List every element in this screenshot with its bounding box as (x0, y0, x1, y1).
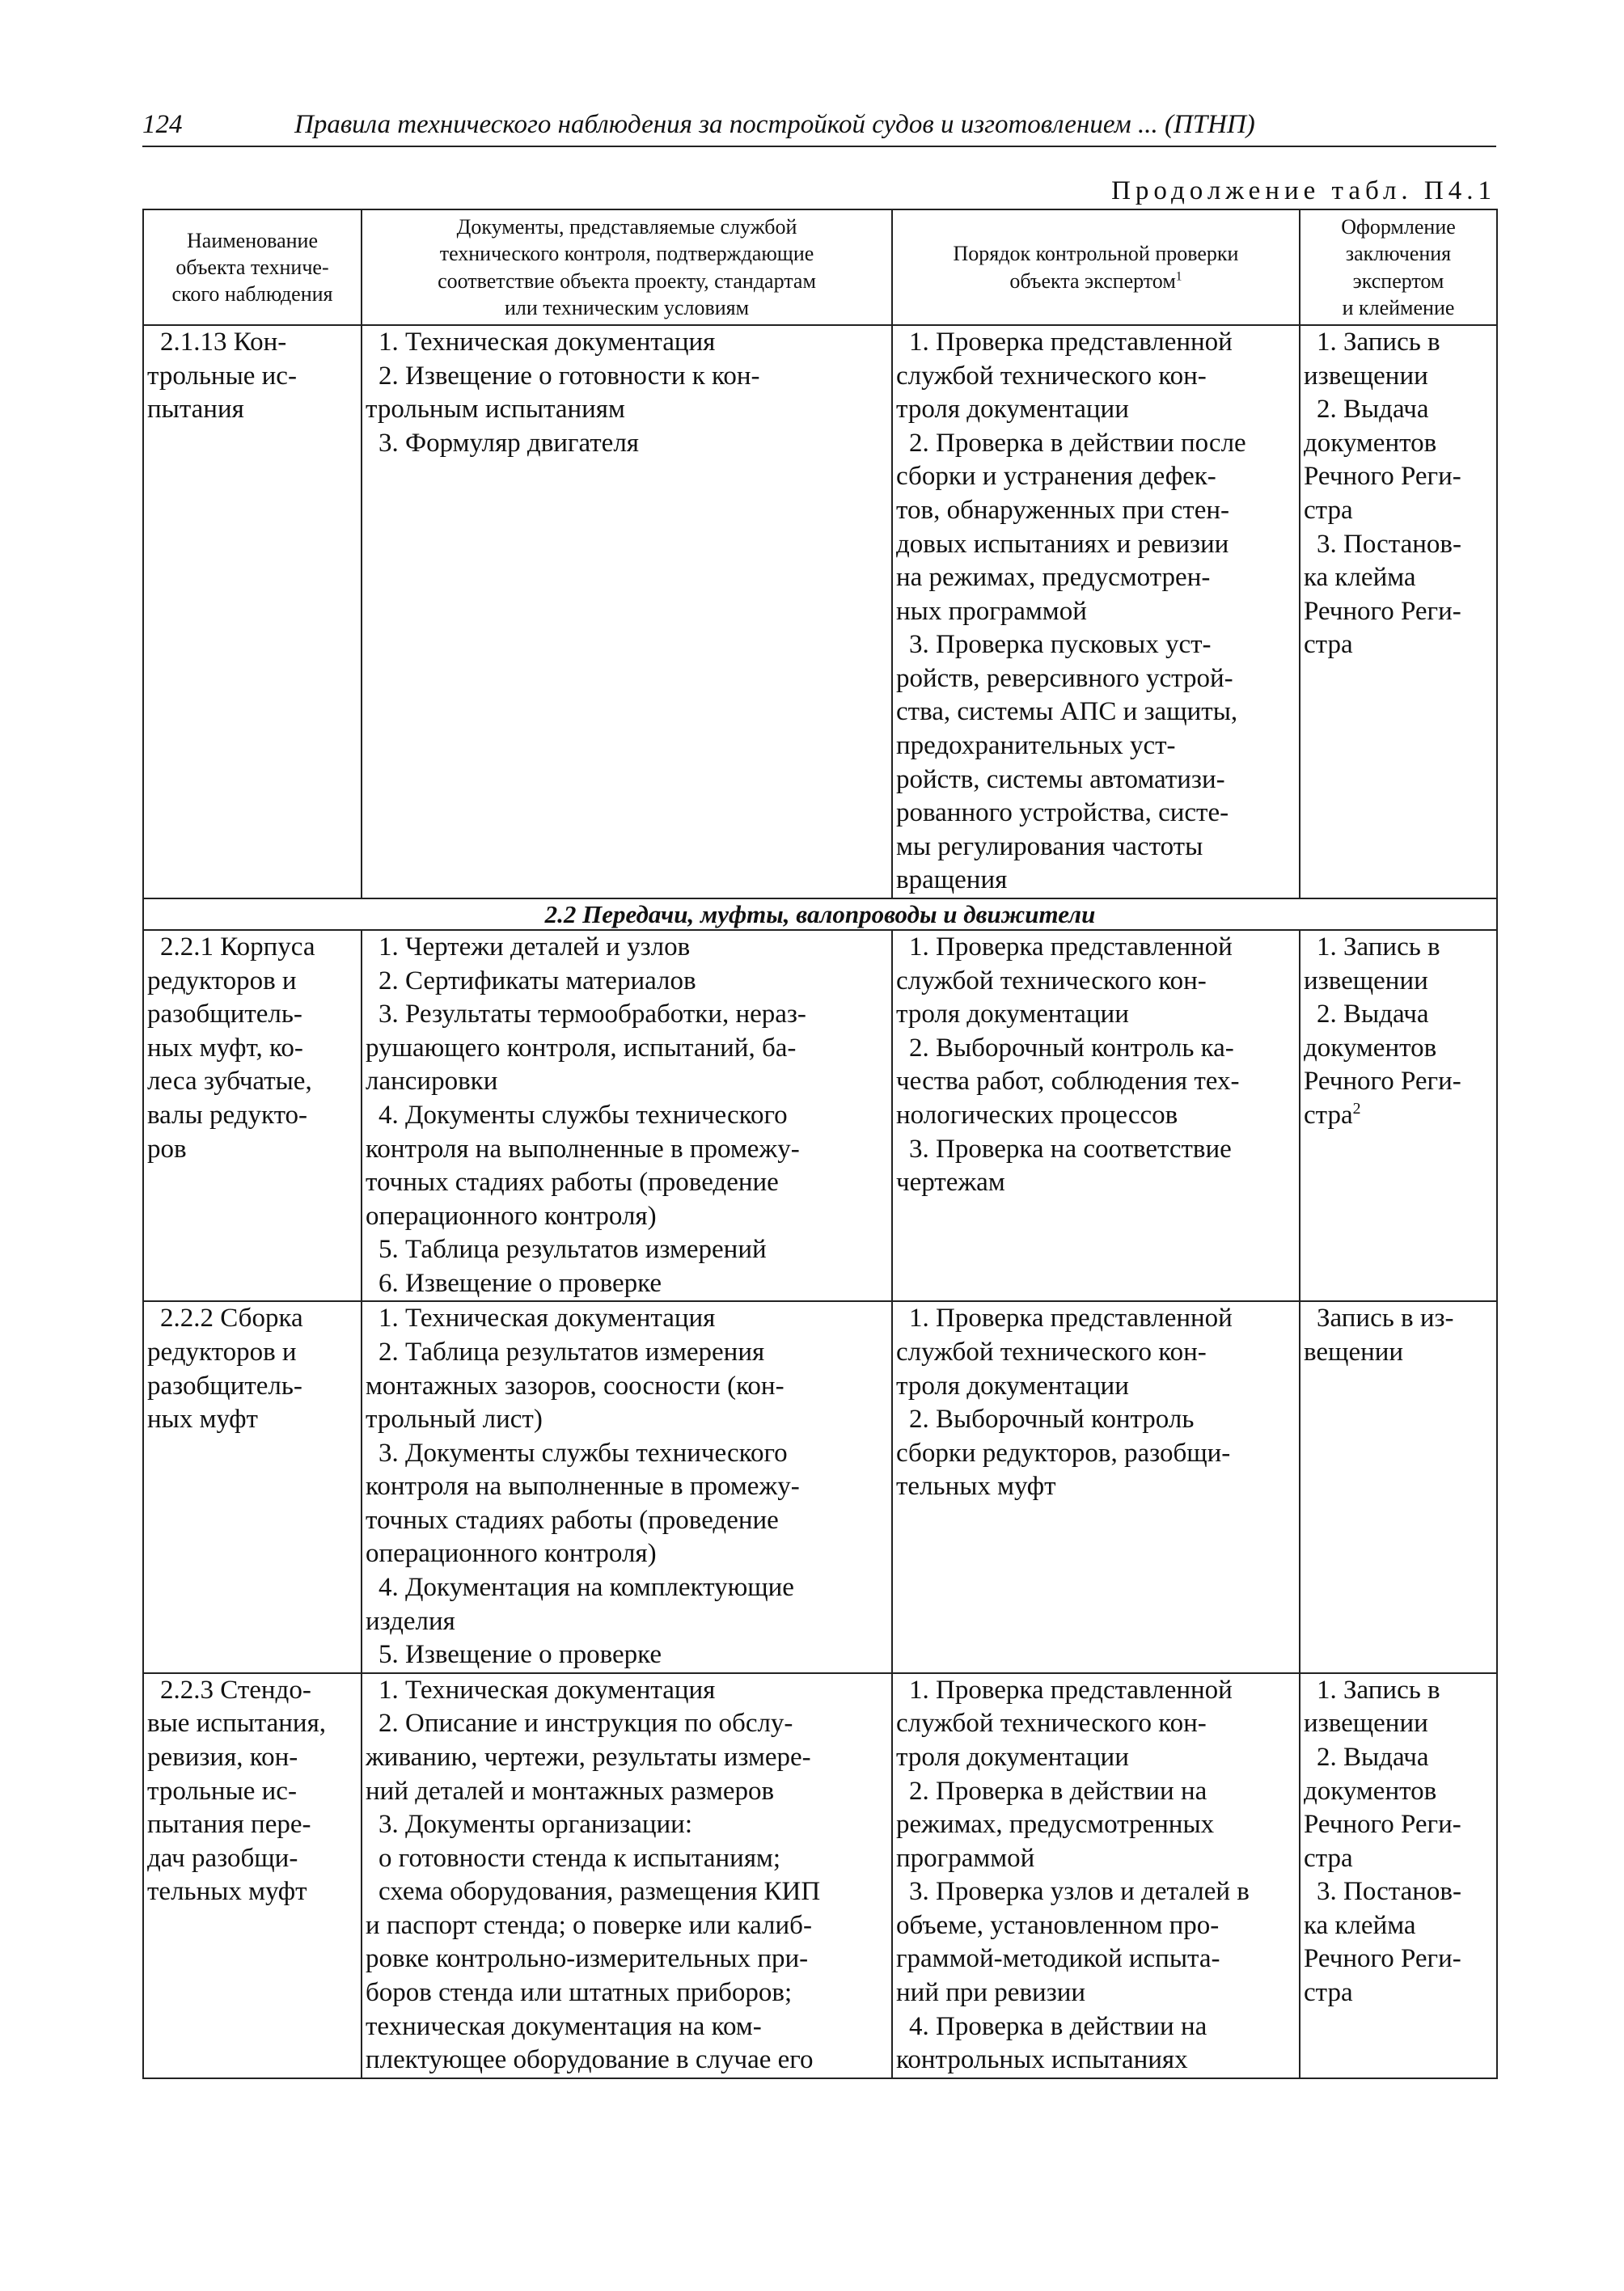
cell-documents: 1. Чертежи деталей и узлов 2. Сертификаты материалов 3. Результаты термообработки, нераз- рушающего контроля, испытаний, ба- лансировки 4. Документы службы технического контроля на выполненные в промежу- точных стадиях работы (проведение операционного контроля) 5. Таблица результатов измерений 6. Извещение о проверке (362, 930, 892, 1301)
cell-documents: 1. Техническая документация 2. Таблица результатов измерения монтажных зазоров, соосности (кон- трольный лист) 3. Документы службы технического контроля на выполненные в промежу- точных стадиях работы (проведение операционного контроля) 4. Документация на комплектующие изделия 5. Извещение о проверке (362, 1301, 892, 1672)
cell-conclusion: Запись в из- вещении (1300, 1301, 1497, 1672)
table-row (143, 1301, 1497, 1672)
cell-check-procedure: 1. Проверка представленной службой технического кон- троля документации 2. Выборочный контроль сборки редукторов, разобщи- тельных муфт (892, 1301, 1300, 1672)
table-row (143, 1673, 1497, 2078)
cell-check-procedure: 1. Проверка представленной службой технического кон- троля документации 2. Проверка в действии на режимах, предусмотренных программой 3. Проверка узлов и деталей в объеме, установленном про- граммой-методикой испыта- ний при ревизии 4. Проверка в действии на контрольных испытаниях (892, 1673, 1300, 2078)
table-continuation-label: Продолжение табл. П4.1 (1111, 176, 1496, 205)
cell-object-name: 2.2.1 Корпуса редукторов и разобщитель- ных муфт, ко- леса зубчатые, валы редукто- ров (143, 930, 362, 1301)
table-header-row (143, 209, 1497, 325)
cell-conclusion: 1. Запись в извещении 2. Выдача документов Речного Реги- стра$^2$ (1300, 930, 1497, 1301)
cell-conclusion: 1. Запись в извещении 2. Выдача документов Речного Реги- стра 3. Постанов- ка клейма Речного Реги- стра (1300, 325, 1497, 898)
cell-object-name: 2.2.3 Стендо- вые испытания, ревизия, кон- трольные ис- пытания пере- дач разобщи- тельных муфт (143, 1673, 362, 2078)
cell-object-name: 2.2.2 Сборка редукторов и разобщитель- ных муфт (143, 1301, 362, 1672)
table-row (143, 930, 1497, 1301)
cell-conclusion: 1. Запись в извещении 2. Выдача документов Речного Реги- стра 3. Постанов- ка клейма Речного Реги- стра (1300, 1673, 1497, 2078)
col-header-conclusion: Оформление заключения экспертом и клеймение (1300, 209, 1497, 325)
table-row (143, 325, 1497, 898)
cell-object-name: 2.1.13 Кон- трольные ис- пытания (143, 325, 362, 898)
col-header-check-procedure: Порядок контрольной проверки объекта экспертом$^1$ (892, 209, 1300, 325)
footnote-2: 2 (1352, 1099, 1361, 1118)
running-title: Правила технического наблюдения за постройкой судов и изготовлением ... (ПТНП) (294, 110, 1255, 139)
cell-check-procedure: 1. Проверка представленной службой технического кон- троля документации 2. Выборочный контроль ка- чества работ, соблюдения тех- нологических процессов 3. Проверка на соответствие чертежам (892, 930, 1300, 1301)
page-number: 124 (142, 110, 183, 139)
page-header (142, 105, 1496, 147)
cell-documents: 1. Техническая документация 2. Описание и инструкция по обслу- живанию, чертежи, результаты измере- ний деталей и монтажных размеров 3. Документы организации: о готовности стенда к испытаниям; схема оборудования, размещения КИП и паспорт стенда; о поверке или калиб- ровке контрольно-измерительных при- боров стенда или штатных приборов; техническая документация на ком- плектующее оборудование в случае его (362, 1673, 892, 2078)
section-row (143, 898, 1497, 930)
col-header-object: Наименование объекта техниче- ского наблюдения (143, 209, 362, 325)
footnote-1: 1 (1175, 268, 1182, 283)
section-title: 2.2 Передачи, муфты, валопроводы и движители (143, 898, 1497, 930)
col-header-documents: Документы, представляемые службой технического контроля, подтверждающие соответствие объекта проекту, стандартам или техническим условиям (362, 209, 892, 325)
cell-check-procedure: 1. Проверка представленной службой технического кон- троля документации 2. Проверка в действии после сборки и устранения дефек- тов, обнаруженных при стен- довых испытаниях и ревизии на режимах, предусмотрен- ных программой 3. Проверка пусковых уст- ройств, реверсивного устрой- ства, системы АПС и защиты, предохранительных уст- ройств, системы автоматизи- рованного устройства, систе- мы регулирования частоты вращения (892, 325, 1300, 898)
inspection-table (142, 209, 1498, 2079)
cell-documents: 1. Техническая документация 2. Извещение о готовности к кон- трольным испытаниям 3. Формуляр двигателя (362, 325, 892, 898)
